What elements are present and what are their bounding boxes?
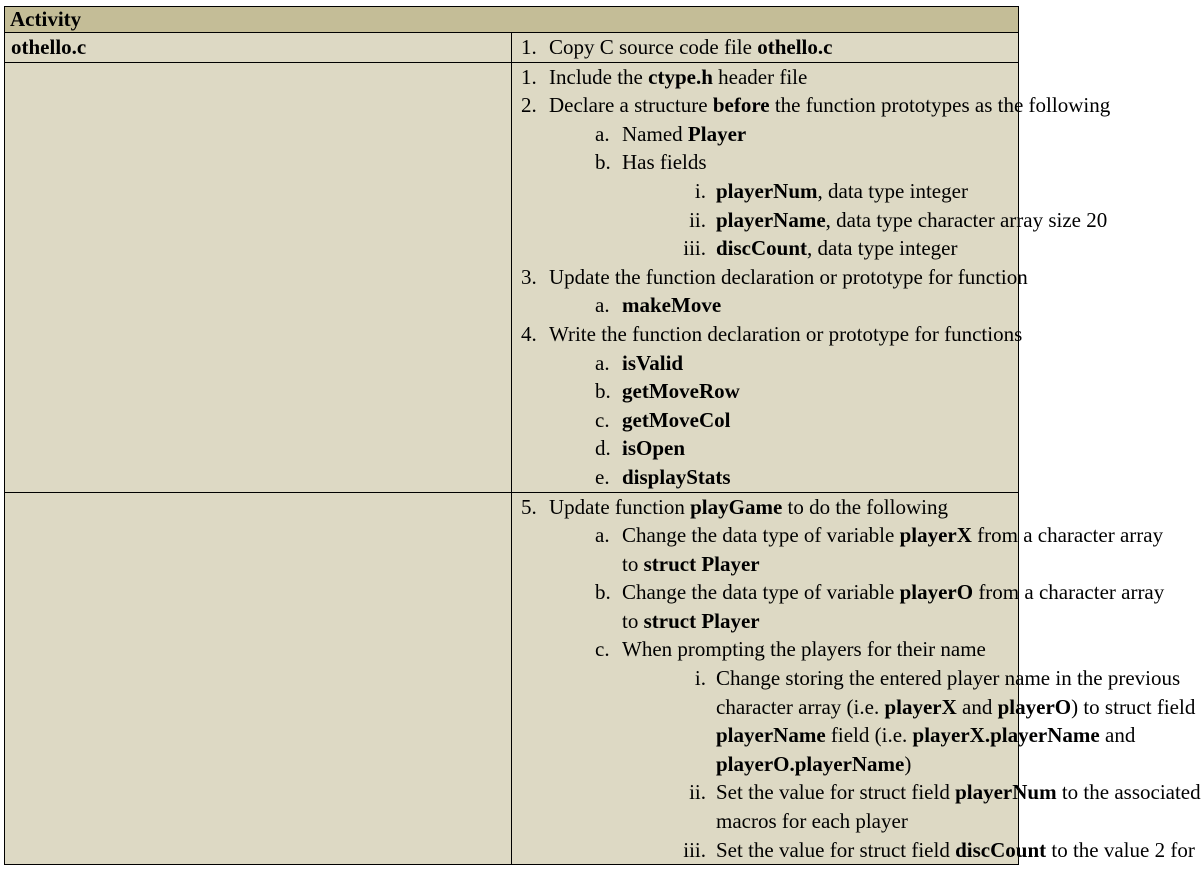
list-item: a. Change the data type of variable playerX from a character array (595, 523, 1164, 548)
list-item: b. Change the data type of variable playerO from a character array (595, 580, 1165, 605)
list-item: a. isValid (595, 350, 684, 375)
list-item-continuation: to struct Player (622, 551, 760, 576)
list-item-continuation: playerName field (i.e. playerX.playerName and (716, 723, 1136, 748)
list-item-continuation: to struct Player (622, 608, 760, 633)
list-item: a. Named Player (595, 121, 747, 146)
list-item: i. playerNum, data type integer (694, 178, 968, 203)
list-item-continuation: character array (i.e. playerX and playerO) to struct field (716, 694, 1196, 719)
instructions-cell (512, 62, 1111, 492)
table-header-row (5, 7, 1019, 33)
list-item: b. Has fields (595, 150, 707, 175)
list-item: ii. Set the value for struct field playerNum to the associated (689, 780, 1201, 805)
table-header-activity: Activity (5, 7, 1019, 33)
list-item: b. getMoveRow (595, 379, 740, 404)
list-item-continuation: macros for each player (716, 809, 908, 834)
activity-table (4, 6, 1201, 865)
list-item: d. isOpen (595, 436, 686, 461)
list-item: e. displayStats (595, 464, 731, 489)
list-item: a. makeMove (595, 293, 722, 318)
list-item: iii. Set the value for struct field discCount to the value 2 for (683, 837, 1195, 862)
list-item: 3. Update the function declaration or prototype for function (521, 264, 1028, 289)
file-name-cell: othello.c (5, 33, 512, 63)
list-item: 4. Write the function declaration or prototype for functions (521, 321, 1023, 346)
list-item: iii. discCount, data type integer (683, 236, 958, 261)
list-item-continuation: playerO.playerName) (716, 751, 912, 776)
empty-cell (5, 62, 512, 492)
list-item: 5. Update function playGame to do the following (521, 494, 948, 519)
table-row (5, 62, 1019, 492)
list-item: c. getMoveCol (595, 407, 731, 432)
table-row (5, 33, 1019, 63)
list-item: i. Change storing the entered player name in the previous (694, 666, 1181, 691)
list-item: 1. Copy C source code file othello.c (521, 35, 833, 59)
list-item: 2. Declare a structure before the function prototypes as the following (521, 93, 1111, 118)
activity-document (4, 6, 1201, 865)
list-item: ii. playerName, data type character array size 20 (689, 207, 1108, 232)
list-item: 1. Include the ctype.h header file (521, 64, 808, 89)
instructions-cell (512, 33, 1019, 63)
instructions-cell (512, 492, 1201, 865)
table-row (5, 492, 1019, 865)
empty-cell (5, 492, 512, 865)
list-item: c. When prompting the players for their name (595, 637, 986, 662)
